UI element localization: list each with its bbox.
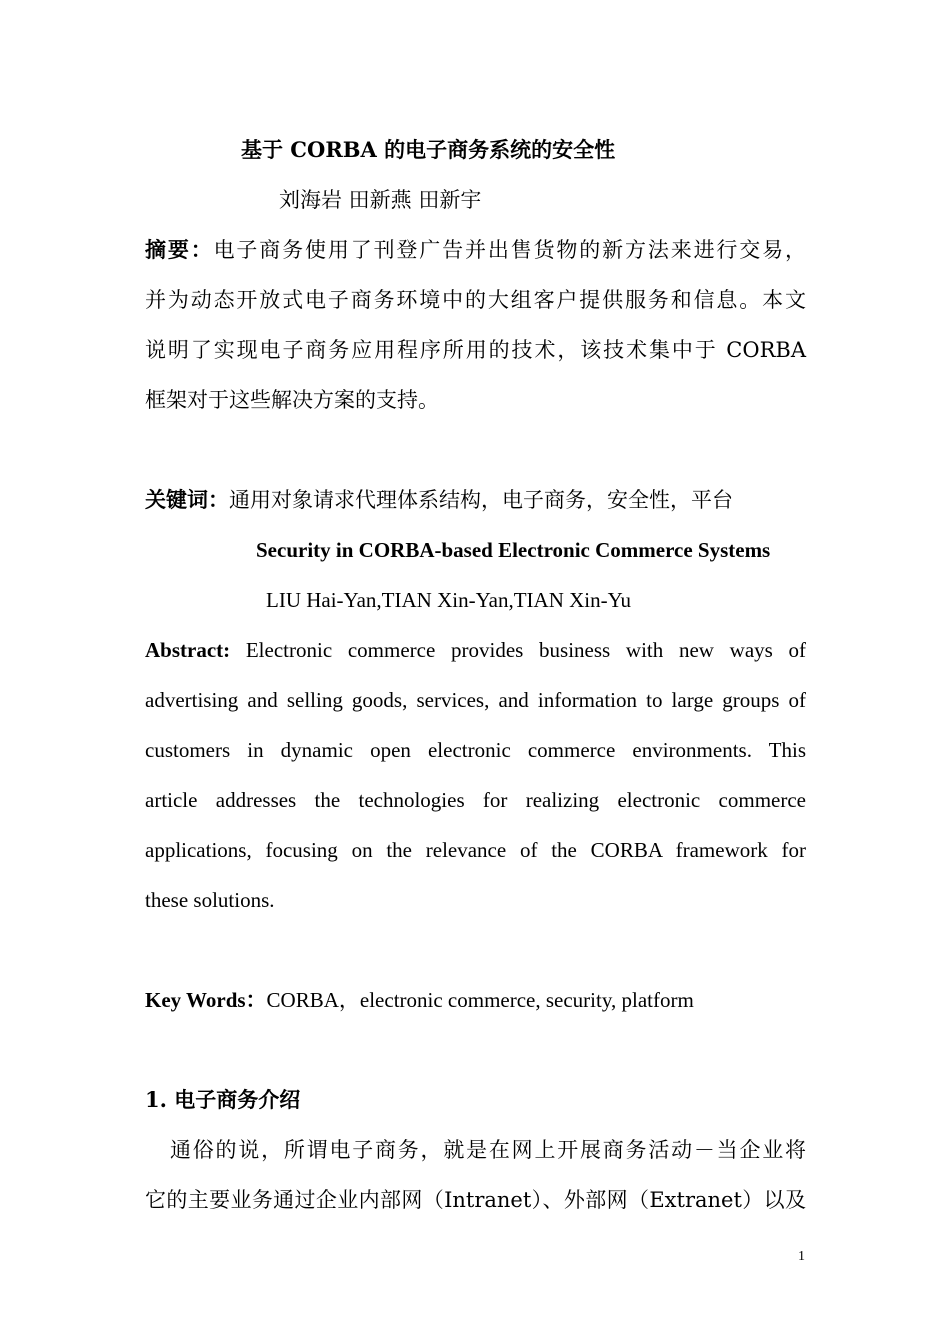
keywords-cn (145, 486, 733, 514)
abstract-cn-line-1: 摘要：电子商务使用了刊登广告并出售货物的新方法来进行交易， (145, 237, 807, 262)
authors-cn: 刘海岩 田新燕 田新宇 (279, 188, 482, 212)
paper-title-cn: 基于 CORBA 的电子商务系统的安全性 (241, 137, 616, 162)
abstract-en-line-6: these solutions. (145, 888, 275, 912)
abstract-en-line-5: applications, focusing on the relevance of the CORBA framework for (145, 838, 806, 862)
keywords-cn-label: 关键词： (145, 487, 229, 512)
keywords-en (145, 986, 694, 1014)
abstract-cn-line-3: 说明了实现电子商务应用程序所用的技术，该技术集中于 CORBA (145, 338, 806, 362)
abstract-en-label: Abstract: (145, 638, 231, 662)
abstract-en-line-2: advertising and selling goods, services, and information to large groups of (145, 688, 806, 712)
abstract-cn-line-4: 框架对于这些解决方案的支持。 (145, 388, 439, 412)
page-number: 1 (798, 1249, 805, 1264)
abstract-cn-label: 摘要： (145, 237, 214, 262)
abstract-en-line-4: article addresses the technologies for realizing electronic commerce (145, 788, 806, 812)
section-body-line-2: 它的主要业务通过企业内部网（Intranet）、外部网（Extranet）以及 (145, 1188, 806, 1212)
abstract-en-line-1: Abstract: Electronic commerce provides business with new ways of (145, 638, 807, 662)
keywords-en-text: CORBA，electronic commerce, security, platform (266, 988, 694, 1012)
keywords-cn-text: 通用对象请求代理体系结构，电子商务，安全性，平台 (229, 488, 733, 512)
keywords-en-label: Key Words： (145, 988, 267, 1012)
paper-title-en: Security in CORBA-based Electronic Commerce Systems (256, 538, 771, 562)
authors-en: LIU Hai-Yan,TIAN Xin-Yan,TIAN Xin-Yu (266, 588, 631, 612)
abstract-en-line-3: customers in dynamic open electronic commerce environments. This (145, 738, 806, 762)
section-heading: 1. 电子商务介绍 (145, 1087, 301, 1112)
abstract-cn-line-2: 并为动态开放式电子商务环境中的大组客户提供服务和信息。本文 (145, 288, 806, 312)
section-body-line-1: 通俗的说，所谓电子商务，就是在网上开展商务活动－当企业将 (170, 1138, 806, 1162)
